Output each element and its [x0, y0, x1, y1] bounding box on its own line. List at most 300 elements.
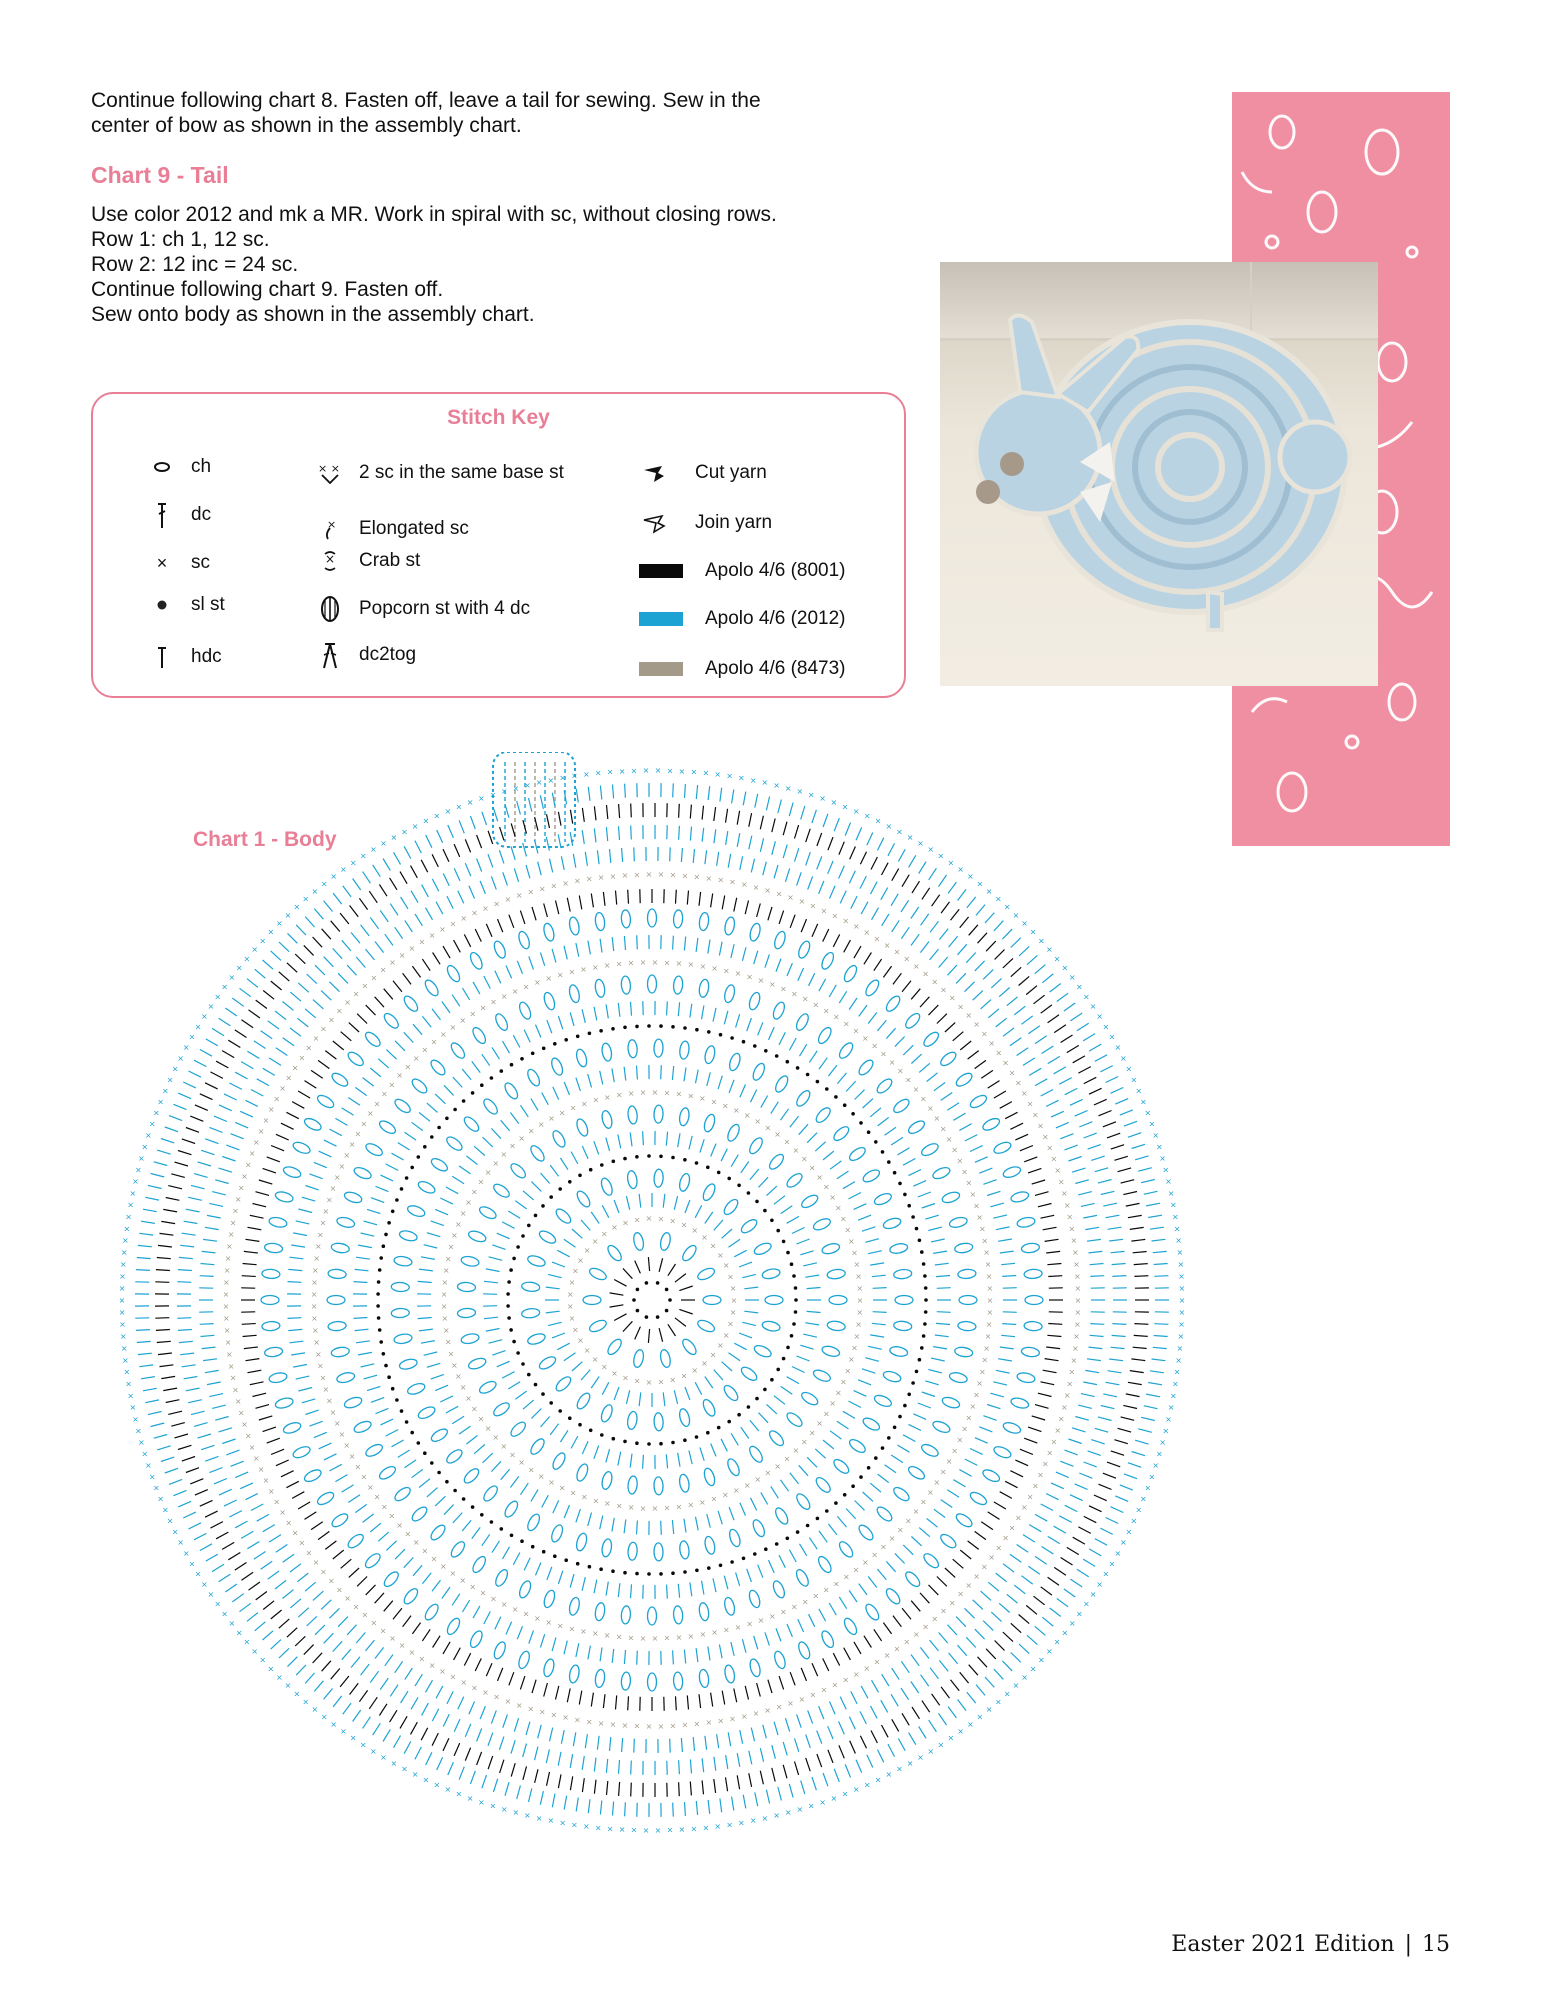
stitch-mark — [493, 1568, 509, 1588]
stitch-mark: × — [729, 877, 736, 887]
stitch-mark: × — [223, 1266, 231, 1275]
stitch-mark — [558, 1016, 562, 1029]
stitch-mark — [462, 1497, 466, 1501]
stitch-mark — [367, 1386, 380, 1390]
stitch-mark — [1056, 1122, 1069, 1128]
stitch-mark: × — [338, 1430, 346, 1440]
stitch-mark — [934, 1083, 945, 1091]
stitch-mark: × — [322, 1207, 330, 1217]
stitch-mark — [681, 1738, 682, 1752]
stitch-mark: × — [651, 1088, 659, 1097]
stitch-mark — [588, 1074, 592, 1087]
stitch-mark — [497, 1233, 510, 1239]
stitch-mark — [391, 1387, 395, 1391]
stitch-mark — [1128, 1215, 1142, 1217]
stitch-mark: × — [863, 1780, 871, 1790]
stitch-mark — [1041, 1090, 1053, 1097]
stitch-mark — [453, 1489, 457, 1493]
stitch-mark — [206, 1039, 218, 1046]
stitch-mark — [175, 1434, 189, 1438]
stitch-mark — [542, 1550, 546, 1554]
stitch-mark — [390, 878, 397, 890]
stitch-mark — [405, 920, 413, 932]
stitch-mark — [934, 1509, 945, 1517]
stitch-mark — [550, 1523, 565, 1543]
stitch-mark — [415, 1747, 421, 1759]
stitch-mark: × — [267, 1487, 275, 1496]
footer-divider: | — [1404, 1932, 1412, 1957]
stitch-mark — [1134, 1335, 1148, 1336]
stitch-mark — [342, 1108, 354, 1115]
stitch-mark: × — [940, 1606, 947, 1616]
stitch-mark — [395, 927, 403, 939]
stitch-mark: × — [639, 1503, 647, 1513]
stitch-mark — [636, 1309, 640, 1313]
stitch-mark — [1025, 1296, 1043, 1305]
stitch-mark: × — [257, 1465, 265, 1475]
stitch-mark: × — [559, 773, 566, 783]
stitch-mark — [447, 1691, 453, 1704]
stitch-mark: × — [1159, 1438, 1166, 1447]
stitch-mark — [632, 1232, 645, 1252]
stitch-mark: × — [500, 1150, 508, 1159]
stitch-mark — [794, 1492, 812, 1512]
stitch-mark — [1112, 1324, 1126, 1325]
stitch-mark — [661, 1521, 662, 1535]
stitch-mark: × — [237, 1408, 245, 1418]
stitch-mark: × — [896, 827, 903, 837]
stitch-mark — [245, 1100, 258, 1106]
stitch-mark — [1123, 1405, 1137, 1408]
stitch-mark — [1032, 1416, 1045, 1420]
stitch-mark: × — [134, 1165, 142, 1175]
stitch-mark: × — [1120, 1053, 1127, 1063]
stitch-mark — [613, 785, 614, 799]
stitch-mark: × — [1003, 902, 1011, 912]
stitch-mark — [235, 1072, 247, 1079]
stitch-mark: × — [512, 783, 520, 793]
stitch-mark — [795, 1738, 799, 1751]
stitch-mark — [870, 1263, 884, 1265]
stitch-mark — [336, 1216, 356, 1229]
stitch-mark — [601, 1538, 613, 1557]
stitch-mark: × — [820, 1685, 828, 1695]
stitch-mark — [825, 1509, 829, 1513]
stitch-mark — [1088, 1451, 1101, 1456]
stitch-mark — [849, 998, 857, 1010]
stitch-mark — [611, 1569, 615, 1573]
stitch-mark — [654, 1543, 663, 1561]
stitch-mark — [182, 1233, 196, 1235]
stitch-mark — [999, 988, 1010, 997]
stitch-mark — [491, 1711, 496, 1724]
stitch-mark — [1038, 1393, 1052, 1396]
stitch-mark: × — [228, 973, 236, 982]
stitch-mark — [800, 1193, 820, 1210]
stitch-mark — [834, 1095, 838, 1099]
stitch-mark — [541, 1417, 550, 1428]
stitch-mark: × — [721, 1490, 729, 1500]
stitch-mark — [792, 1367, 805, 1373]
stitch-mark — [846, 1081, 856, 1091]
stitch-mark — [798, 1619, 804, 1632]
stitch-mark — [726, 831, 728, 845]
stitch-mark: × — [120, 1343, 128, 1353]
stitch-mark — [288, 1282, 302, 1283]
stitch-mark — [488, 1756, 493, 1769]
stitch-mark — [673, 976, 683, 995]
stitch-mark — [316, 1093, 336, 1110]
stitch-mark — [696, 938, 698, 952]
stitch-mark: × — [311, 1326, 319, 1335]
stitch-mark — [219, 1168, 232, 1172]
stitch-mark: × — [796, 1805, 804, 1814]
stitch-mark — [1065, 1505, 1078, 1511]
stitch-mark — [579, 1691, 582, 1705]
stitch-mark — [861, 902, 868, 914]
stitch-mark: × — [1061, 1628, 1069, 1638]
stitch-mark: × — [839, 1377, 847, 1387]
stitch-mark — [410, 1431, 414, 1435]
stitch-mark — [872, 1275, 886, 1277]
stitch-mark — [471, 1091, 475, 1095]
stitch-mark — [892, 869, 899, 881]
stitch-mark: × — [444, 1254, 452, 1264]
stitch-mark — [654, 1413, 664, 1431]
stitch-mark — [747, 1569, 752, 1582]
stitch-mark — [267, 1438, 280, 1443]
stitch-mark — [679, 1041, 690, 1060]
stitch-mark — [526, 1722, 530, 1735]
stitch-mark — [763, 1725, 767, 1739]
stitch-mark: × — [654, 766, 662, 775]
stitch-mark — [884, 994, 902, 1014]
stitch-mark — [918, 1192, 931, 1197]
stitch-mark: × — [148, 1472, 156, 1482]
stitch-mark — [837, 1171, 849, 1179]
stitch-mark: × — [922, 969, 929, 979]
stitch-mark — [1114, 1440, 1127, 1444]
stitch-mark: × — [897, 1066, 904, 1076]
stitch-mark — [520, 1676, 525, 1689]
stitch-mark — [557, 1343, 569, 1350]
stitch-mark — [903, 1193, 907, 1197]
stitch-mark — [714, 1220, 723, 1231]
stitch-mark — [1024, 1157, 1037, 1162]
stitch-mark — [290, 992, 301, 1001]
stitch-mark: × — [690, 767, 698, 777]
stitch-mark — [151, 1423, 165, 1427]
stitch-mark: × — [983, 1343, 990, 1353]
stitch-mark — [730, 1036, 734, 1040]
stitch-mark — [411, 891, 418, 903]
stitch-mark — [794, 1089, 812, 1109]
stitch-mark — [382, 1011, 401, 1030]
stitch-mark — [1132, 1452, 1145, 1456]
stitch-mark: × — [418, 1654, 426, 1664]
stitch-mark — [158, 1245, 172, 1247]
stitch-mark — [714, 829, 716, 843]
stitch-mark — [878, 1750, 884, 1763]
stitch-mark — [939, 875, 947, 887]
stitch-mark: × — [500, 1442, 508, 1451]
stitch-mark: × — [194, 1022, 202, 1032]
stitch-mark: × — [885, 821, 893, 831]
stitch-mark: × — [348, 1451, 356, 1461]
stitch-mark — [469, 1702, 475, 1715]
stitch-mark — [865, 1358, 879, 1362]
stitch-mark: × — [594, 1823, 602, 1833]
stitch-mark — [423, 1451, 427, 1455]
stitch-mark — [498, 919, 503, 932]
stitch-mark — [163, 1209, 177, 1212]
stitch-mark — [478, 1379, 498, 1395]
stitch-mark — [987, 1191, 1000, 1195]
stitch-mark — [1130, 1371, 1144, 1373]
stitch-mark — [558, 834, 561, 848]
stitch-mark — [1028, 1026, 1039, 1034]
stitch-mark: × — [773, 1811, 780, 1821]
stitch-mark — [1061, 1558, 1073, 1566]
stitch-mark — [663, 1392, 665, 1406]
stitch-mark: × — [591, 1629, 599, 1639]
stitch-mark — [570, 1776, 572, 1790]
stitch-mark — [785, 1171, 805, 1189]
stitch-mark: × — [177, 1053, 184, 1063]
stitch-mark: × — [524, 1811, 531, 1821]
stitch-mark — [893, 1269, 912, 1280]
stitch-mark — [960, 917, 969, 928]
stitch-mark: × — [566, 1290, 574, 1299]
stitch-mark — [340, 1676, 349, 1687]
stitch-mark — [637, 1651, 638, 1665]
stitch-mark — [828, 837, 833, 850]
stitch-mark — [759, 1413, 769, 1423]
stitch-mark: × — [830, 798, 838, 808]
stitch-mark — [322, 929, 331, 939]
stitch-mark: × — [852, 1026, 860, 1036]
stitch-mark — [477, 1752, 482, 1765]
stitch-mark: × — [1155, 1449, 1163, 1459]
stitch-mark — [1111, 1251, 1125, 1252]
stitch-mark — [321, 1600, 331, 1610]
stitch-mark — [454, 1743, 460, 1756]
stitch-mark — [558, 812, 561, 826]
stitch-mark: × — [947, 1733, 955, 1743]
stitch-mark — [893, 1320, 912, 1331]
stitch-mark: × — [568, 1278, 576, 1288]
stitch-mark — [470, 816, 475, 829]
stitch-mark: × — [985, 1320, 993, 1329]
stitch-mark: × — [717, 875, 725, 885]
stitch-mark: × — [903, 954, 911, 964]
stitch-mark: × — [1177, 1331, 1185, 1341]
stitch-mark — [552, 1794, 555, 1808]
stitch-mark — [1126, 1394, 1140, 1397]
stitch-mark — [1019, 1644, 1029, 1654]
stitch-mark — [452, 995, 460, 1007]
stitch-mark — [1046, 1251, 1060, 1253]
stitch-mark: × — [222, 1302, 230, 1311]
stitch-mark — [219, 1018, 231, 1026]
stitch-mark — [988, 1009, 999, 1018]
stitch-mark: × — [466, 798, 474, 808]
stitch-mark — [161, 1457, 174, 1461]
stitch-mark — [186, 1209, 200, 1212]
stitch-mark: × — [1177, 1260, 1185, 1270]
stitch-mark — [419, 1479, 430, 1488]
stitch-mark — [630, 1132, 632, 1146]
stitch-mark — [542, 1658, 556, 1678]
stitch-mark — [178, 1501, 191, 1507]
stitch-mark: × — [717, 1250, 724, 1260]
stitch-mark — [268, 1571, 279, 1579]
stitch-mark — [786, 1251, 790, 1255]
stitch-mark — [854, 1391, 867, 1397]
stitch-mark — [564, 1082, 569, 1095]
stitch-mark — [571, 1152, 578, 1164]
stitch-mark — [708, 1647, 710, 1661]
stitch-mark — [1035, 1626, 1046, 1635]
stitch-mark — [737, 1413, 741, 1417]
stitch-mark — [863, 1602, 881, 1622]
stitch-mark: × — [680, 1371, 688, 1381]
stitch-mark — [920, 1593, 929, 1603]
stitch-mark: × — [852, 1669, 860, 1679]
stitch-mark — [525, 1512, 541, 1532]
stitch-mark — [475, 929, 481, 942]
stitch-mark — [702, 1581, 704, 1595]
stitch-mark — [782, 1357, 786, 1361]
stitch-mark — [245, 1494, 258, 1500]
stitch-mark: × — [893, 1644, 901, 1654]
stitch-mark: × — [547, 1816, 555, 1826]
stitch-mark: × — [398, 951, 406, 960]
stitch-mark — [520, 1539, 524, 1543]
stitch-mark — [336, 1371, 356, 1384]
stitch-mark — [1111, 1088, 1124, 1094]
stitch-mark — [279, 942, 289, 952]
stitch-mark — [981, 1000, 992, 1009]
stitch-mark — [832, 1457, 851, 1476]
stitch-mark: × — [842, 1572, 850, 1582]
stitch-mark — [913, 1181, 926, 1187]
stitch-mark — [398, 1229, 418, 1242]
stitch-mark — [261, 1031, 273, 1039]
stitch-mark — [912, 1707, 920, 1719]
stitch-mark — [1003, 1288, 1017, 1289]
stitch-mark — [570, 1574, 574, 1588]
stitch-mark: × — [947, 858, 955, 868]
stitch-mark — [882, 1370, 902, 1384]
stitch-mark: × — [478, 1797, 485, 1807]
stitch-mark — [1022, 1576, 1033, 1584]
stitch-mark — [575, 1391, 593, 1411]
stitch-mark — [1133, 1252, 1147, 1253]
stitch-mark — [806, 829, 811, 842]
stitch-mark — [333, 1550, 344, 1559]
stitch-mark — [970, 1146, 983, 1152]
stitch-mark — [690, 805, 691, 819]
stitch-mark — [169, 1116, 182, 1121]
stitch-mark — [1141, 1417, 1155, 1420]
stitch-mark — [1021, 1242, 1040, 1253]
stitch-mark — [854, 946, 861, 958]
stitch-mark — [570, 810, 572, 824]
stitch-mark — [190, 1116, 203, 1121]
stitch-mark — [572, 1229, 583, 1238]
stitch-mark — [929, 868, 937, 880]
stitch-mark — [892, 1485, 912, 1503]
stitch-mark — [458, 891, 464, 904]
stitch-mark: × — [976, 879, 984, 889]
stitch-mark — [222, 1542, 234, 1549]
stitch-mark: × — [957, 1589, 964, 1599]
stitch-mark — [412, 1469, 423, 1477]
stitch-mark: × — [981, 1236, 989, 1246]
stitch-mark: × — [727, 1272, 734, 1282]
stitch-mark: × — [951, 1446, 958, 1456]
stitch-mark — [447, 896, 453, 909]
stitch-mark — [783, 1765, 787, 1779]
stitch-mark — [404, 1741, 411, 1753]
stitch-mark — [605, 1337, 623, 1357]
stitch-mark: × — [757, 1615, 765, 1625]
stitch-mark — [296, 1376, 310, 1379]
stitch-mark — [378, 1268, 382, 1272]
stitch-mark: × — [738, 773, 745, 783]
stitch-mark — [481, 1097, 499, 1117]
stitch-mark: × — [1178, 1272, 1185, 1282]
stitch-mark: × — [1037, 1121, 1044, 1131]
stitch-mark — [1045, 1359, 1059, 1361]
stitch-mark — [532, 1680, 536, 1693]
stitch-mark — [283, 1002, 294, 1011]
stitch-mark — [648, 975, 657, 993]
stitch-mark — [634, 847, 635, 861]
stitch-mark: × — [743, 1480, 751, 1490]
stitch-mark — [437, 1471, 441, 1475]
stitch-mark — [398, 1358, 418, 1371]
stitch-mark — [423, 978, 441, 998]
stitch-mark — [212, 1405, 226, 1408]
stitch-mark: × — [152, 1483, 160, 1493]
stitch-mark — [544, 1683, 548, 1697]
stitch-mark — [296, 1665, 306, 1675]
stitch-mark — [505, 1782, 509, 1796]
stitch-mark — [868, 1251, 882, 1254]
stitch-mark — [393, 1255, 412, 1267]
stitch-mark: × — [844, 1366, 852, 1376]
stitch-mark — [924, 1286, 928, 1290]
stitch-mark — [1098, 1417, 1112, 1421]
stitch-mark — [182, 1457, 195, 1462]
stitch-mark: × — [430, 1554, 438, 1564]
stitch-mark: × — [1074, 1308, 1082, 1317]
stitch-mark — [786, 1060, 790, 1064]
stitch-mark — [782, 1240, 786, 1244]
stitch-mark: × — [547, 775, 555, 785]
stitch-mark — [696, 1070, 699, 1084]
stitch-mark — [668, 1264, 676, 1276]
stitch-mark — [568, 984, 581, 1004]
stitch-mark — [582, 1441, 588, 1454]
page-footer — [1171, 1932, 1450, 1957]
stitch-mark — [665, 1288, 669, 1292]
stitch-mark: × — [633, 870, 641, 880]
stitch-mark — [286, 1112, 298, 1118]
stitch-mark — [911, 989, 920, 1000]
